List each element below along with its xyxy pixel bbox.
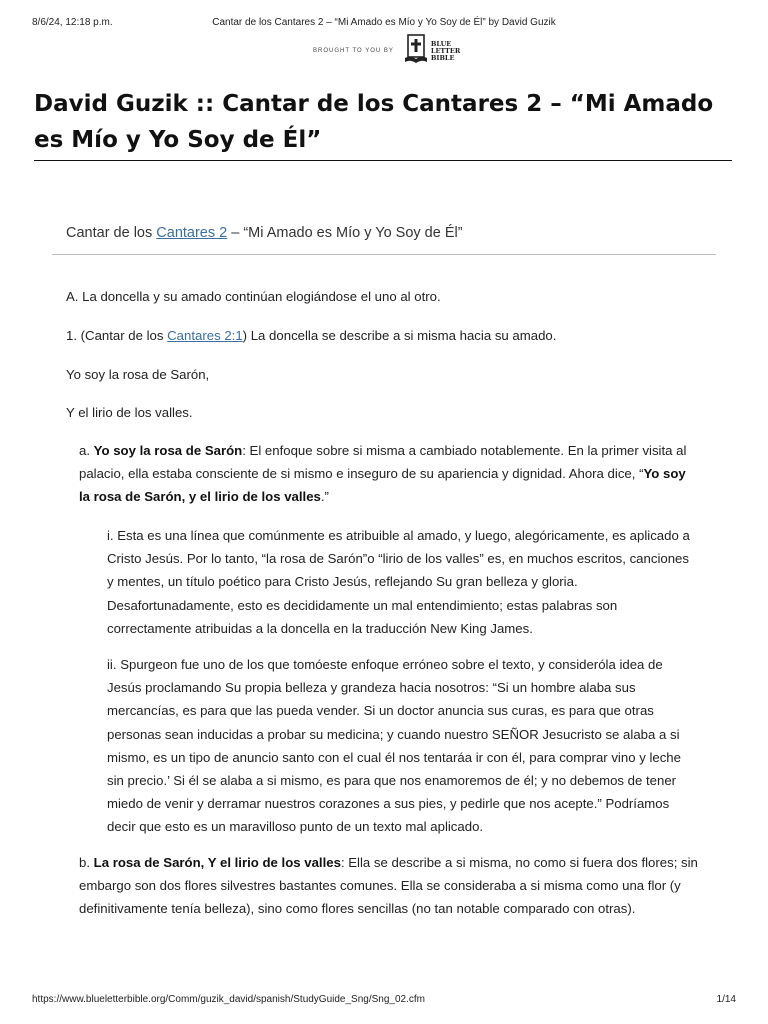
blue-letter-bible-logo[interactable] <box>404 34 460 69</box>
note-b: b. La rosa de Sarón, Y el lirio de los valles: Ella se describe a si misma, no como si fuera dos flores; sin embargo son dos flores silvestres bastantes comunes. Ella se consideraba a si misma como una flor (y definitivamente tenía belleza), sino como flores sencillas (no tan notable comparado con otras). <box>79 855 698 917</box>
paragraph-a: A. La doncella y su amado continúan elogiándose el uno al otro. <box>66 289 441 304</box>
brought-by-label: BROUGHT TO YOU BY <box>313 48 394 54</box>
note-a-i: i. Esta es una línea que comúnmente es atribuible al amado, y luego, alegóricamente, es aplicado a Cristo Jesús. Por lo tanto, “la rosa de Sarón”o “lirio de los valles” es, en muchos escritos, canciones y mentes, un título poético para Cristo Jesús, reflejando Su gran belleza y gloria. Desafortunadamente, esto es decididamente un mal entendimiento; estas palabras son correctamente atribuidas a la doncella en la traducción New King James. <box>107 528 690 636</box>
print-doc-title: Cantar de los Cantares 2 – “Mi Amado es Mío y Yo Soy de Él” by David Guzik <box>212 17 556 28</box>
chapter-subtitle: Cantar de los Cantares 2 – “Mi Amado es Mío y Yo Soy de Él” <box>66 225 463 241</box>
note-a: a. Yo soy la rosa de Sarón: El enfoque sobre si misma a cambiado notablemente. En la primer visita al palacio, ella estaba consciente de si mismo e inseguro de su apariencia y dignidad. Ahora dice, “Yo soy la rosa de Sarón, y el lirio de los valles.” <box>79 443 687 505</box>
print-url: https://www.blueletterbible.org/Comm/guzik_david/spanish/StudyGuide_Sng/Sng_02.cfm <box>32 994 425 1005</box>
title-divider <box>34 160 732 161</box>
subtitle-divider <box>52 254 716 255</box>
verse-link[interactable]: Cantares 2:1 <box>167 328 243 343</box>
note-a-ii: ii. Spurgeon fue uno de los que tomóeste enfoque erróneo sobre el texto, y consideróla idea de Jesús proclamando Su propia belleza y grandeza hacia nosotros: “Si un hombre alaba sus mercancías, es para que las pueda vender. Si un doctor anuncia sus curas, es para que otras personas sean inducidas a probar su medicina; y cuando nuestro SEÑOR Jesucristo se alaba a si mismo, es un tipo de anuncio santo con el cual él nos tentaráa ir con él, para comprar vino y leche sin precio.’ Si él se alaba a si mismo, es para que nos enamoremos de él; y no debemos de tener miedo de venir y derramar nuestros corazones a sus pies, y pedirle que nos acepte.” Podríamos decir que esto es un maravilloso punto de un texto mal aplicado. <box>107 657 681 835</box>
verse-line-1: Yo soy la rosa de Sarón, <box>66 367 210 382</box>
paragraph-1: 1. (Cantar de los Cantares 2:1) La doncella se describe a si misma hacia su amado. <box>66 328 557 343</box>
print-datetime: 8/6/24, 12:18 p.m. <box>32 17 113 28</box>
print-page-number: 1/14 <box>716 994 736 1005</box>
page-title: David Guzik :: Cantar de los Cantares 2 – “Mi Amado es Mío y Yo Soy de Él” <box>34 91 714 153</box>
chapter-link[interactable]: Cantares 2 <box>156 225 228 241</box>
brand-banner[interactable] <box>313 34 460 68</box>
verse-line-2: Y el lirio de los valles. <box>66 405 193 420</box>
logo-wordmark: BLUE LETTER BIBLE <box>430 39 461 62</box>
book-icon <box>404 34 428 69</box>
